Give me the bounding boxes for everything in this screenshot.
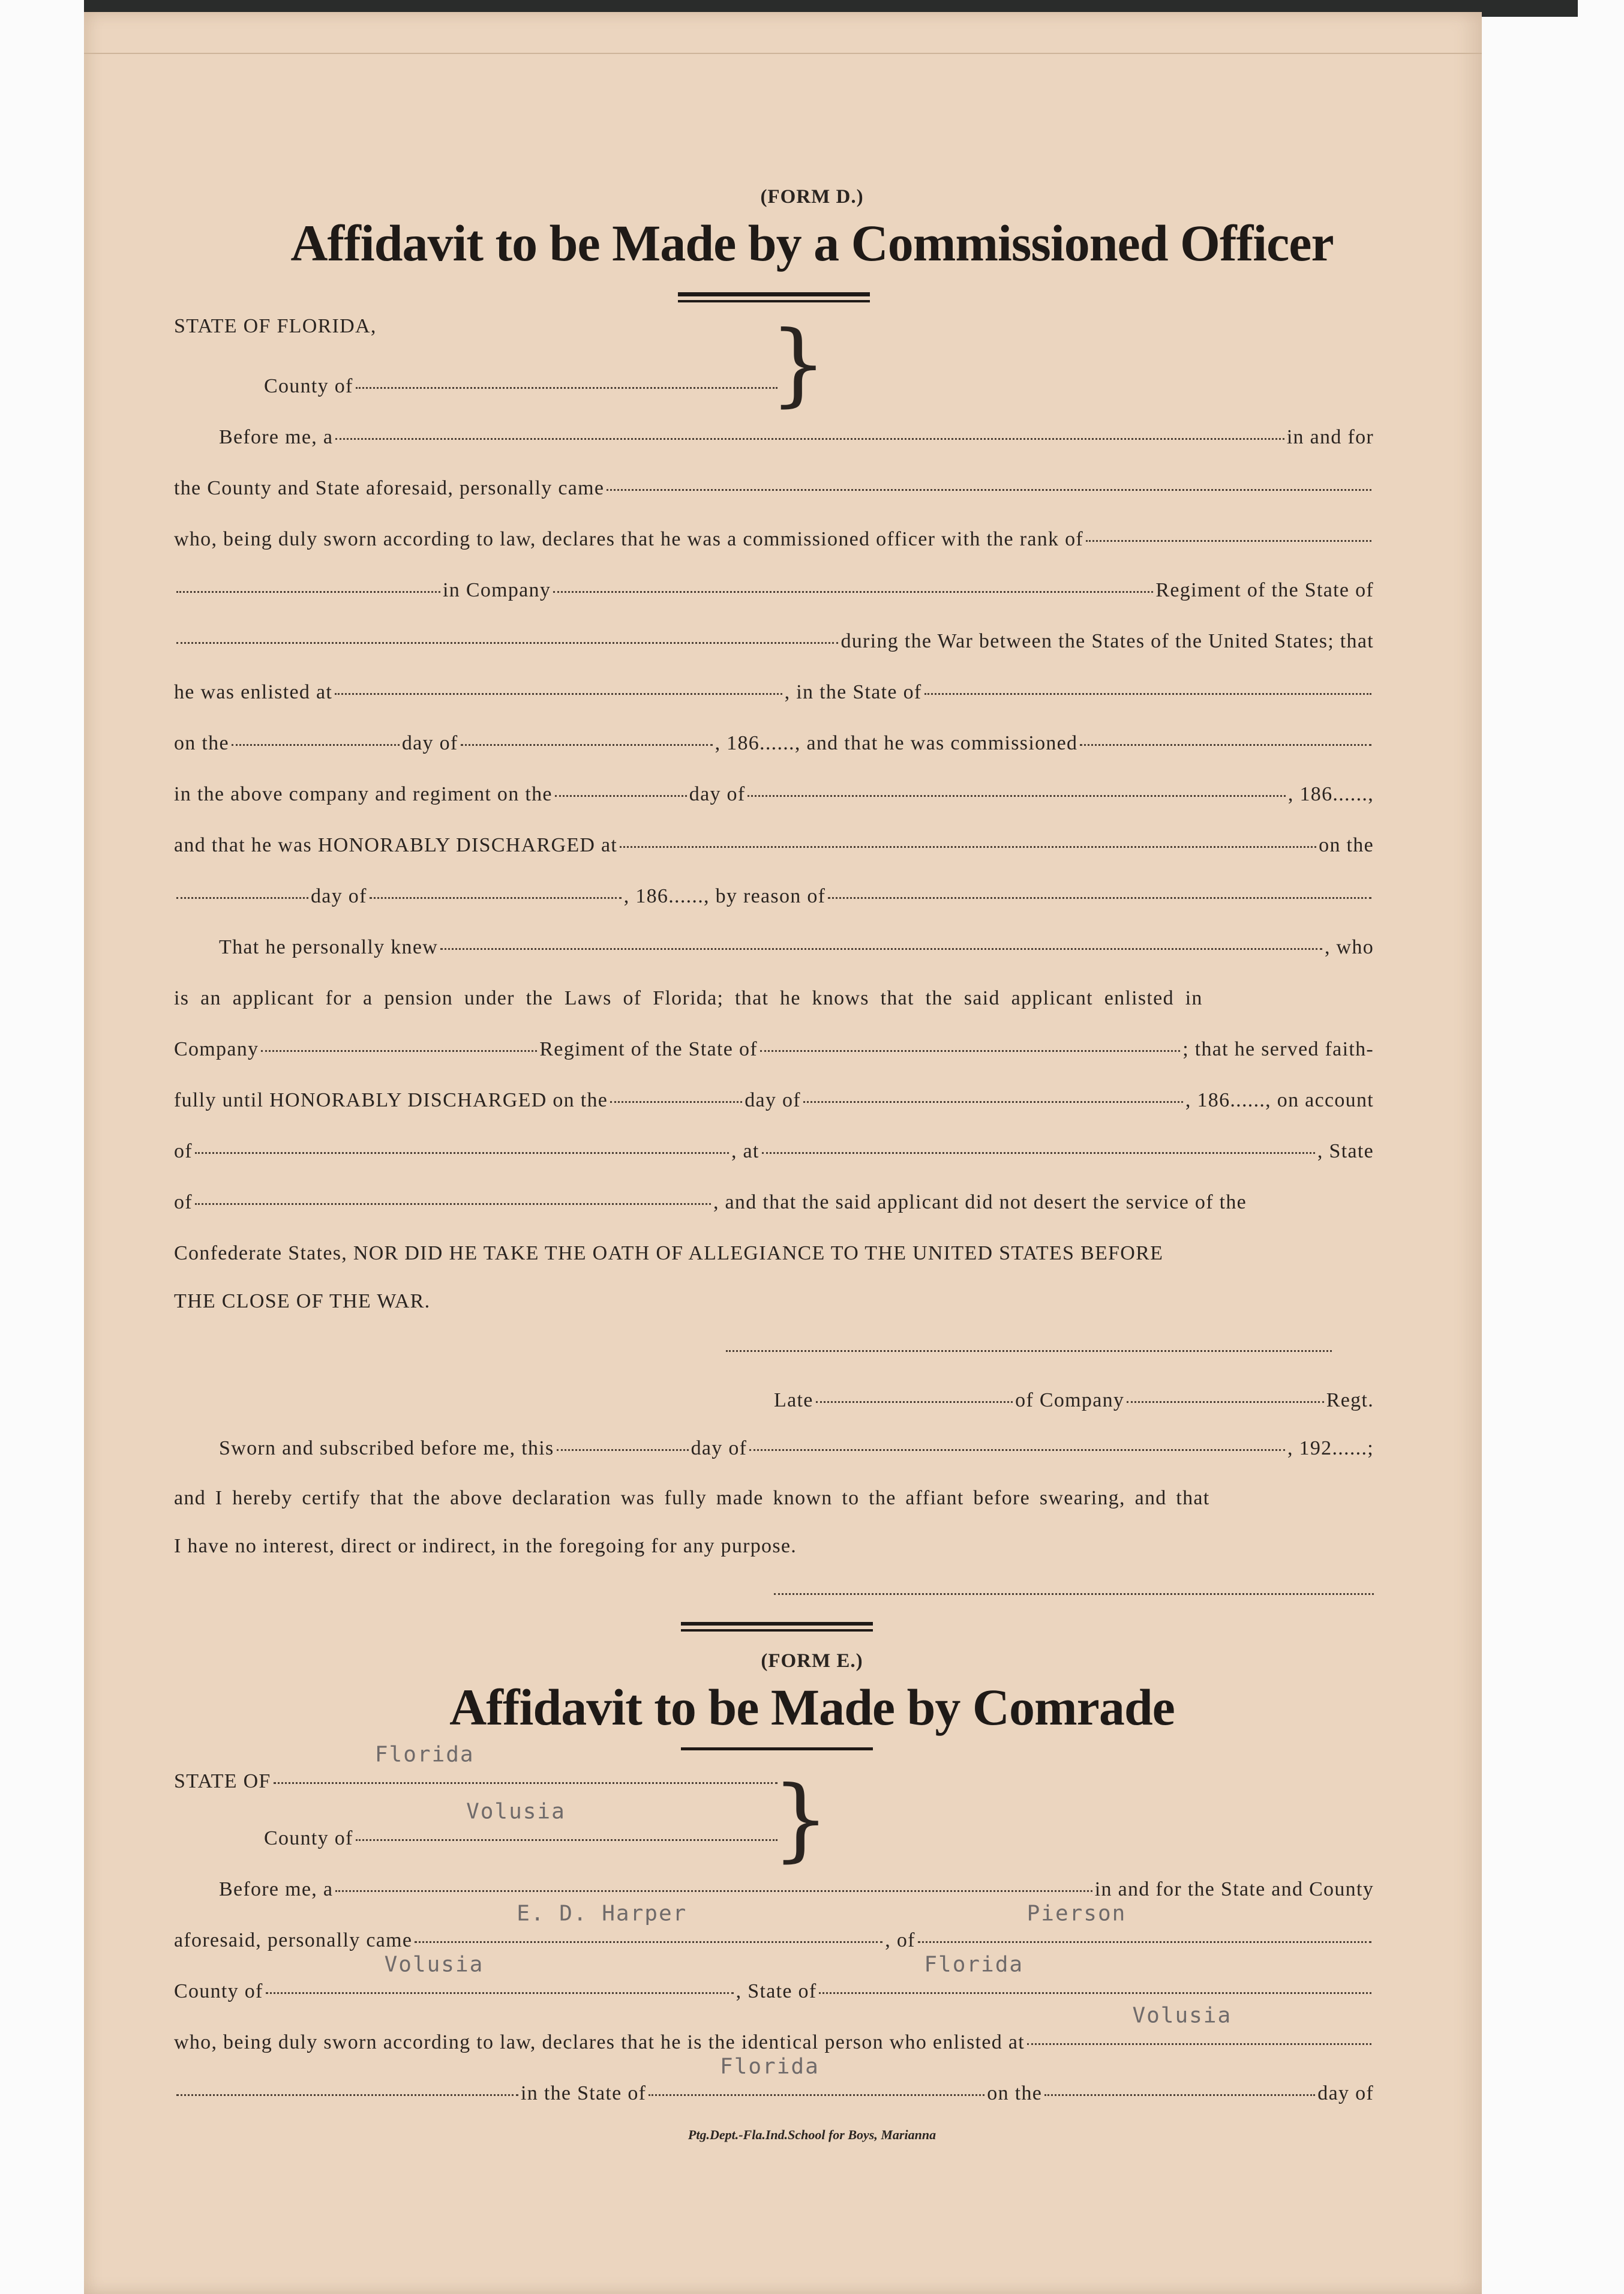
form-d-line-5 <box>174 630 1374 653</box>
text: Before me, a <box>219 426 334 448</box>
text: , at <box>731 1140 760 1162</box>
enlisted-fill: Volusia <box>1132 2003 1232 2028</box>
form-d-line-18 <box>174 1290 1374 1313</box>
text: who, being duly sworn according to law, declares that he was a commissioned officer with the rank of <box>174 528 1084 550</box>
blank <box>1086 540 1371 542</box>
text: Regt. <box>1326 1389 1374 1411</box>
title-rule-top <box>678 292 870 296</box>
signature-line <box>726 1350 1332 1352</box>
county-label: County of <box>264 375 353 397</box>
sworn-line <box>219 1437 1374 1460</box>
state-fill: Florida <box>374 1742 475 1767</box>
county-fill-2: Volusia <box>384 1952 484 1977</box>
blank <box>620 846 1316 848</box>
blank <box>760 1050 1180 1052</box>
text: , 186......, by reason of <box>623 885 826 907</box>
no-interest-line <box>174 1535 1374 1558</box>
state-fill-2: Florida <box>924 1952 1024 1977</box>
text: and that he was HONORABLY DISCHARGED at <box>174 834 618 856</box>
text: in Company <box>443 579 551 601</box>
form-d-line-17 <box>174 1242 1374 1265</box>
state-label: STATE OF FLORIDA, <box>174 315 377 337</box>
blank <box>335 438 1284 440</box>
blank <box>415 1901 882 1943</box>
text: on the <box>174 732 229 754</box>
blank <box>557 1449 689 1451</box>
blank <box>440 948 1322 950</box>
printer-footer: Ptg.Dept.-Fla.Ind.School for Boys, Marianna <box>688 2127 936 2142</box>
form-d-line-14 <box>174 1089 1374 1112</box>
brace: } <box>772 1767 830 1872</box>
text: Sworn and subscribed before me, this <box>219 1437 554 1459</box>
text: , State of <box>736 1980 817 2002</box>
text: That he personally knew <box>219 936 439 958</box>
blank <box>748 795 1285 797</box>
form-d-line-4 <box>174 579 1374 602</box>
blank <box>176 897 308 899</box>
blank <box>335 693 782 695</box>
text: who, being duly sworn according to law, declares that he is the identical person who enlisted at <box>174 2031 1025 2053</box>
form-d-line-10 <box>174 885 1374 908</box>
form-d-line-3 <box>174 528 1374 551</box>
text: Company <box>174 1038 259 1060</box>
blank <box>607 489 1371 491</box>
text: , 186......, <box>1287 783 1374 805</box>
text: fully until HONORABLY DISCHARGED on the <box>174 1089 608 1111</box>
text: in the above company and regiment on the <box>174 783 553 805</box>
title-rule-bottom <box>678 300 870 302</box>
county-fill: Volusia <box>466 1799 566 1824</box>
late-company-line <box>774 1389 1374 1412</box>
blank <box>1127 1401 1324 1403</box>
county-line <box>264 375 780 398</box>
form-e-line-1 <box>219 1878 1374 1901</box>
text: day of <box>689 783 746 805</box>
form-e-line-4 <box>174 2003 1374 2054</box>
form-e-title: Affidavit to be Made by Comrade <box>449 1678 1175 1736</box>
form-d-label: (FORM D.) <box>760 186 864 208</box>
text: , and that the said applicant did not desert the service of the <box>713 1191 1247 1213</box>
text: during the War between the States of the United States; that <box>840 630 1374 652</box>
certify-line <box>174 1487 1374 1510</box>
form-d-title: Affidavit to be Made by a Commissioned Officer <box>290 214 1334 272</box>
blank <box>461 744 713 746</box>
text: THE CLOSE OF THE WAR. <box>174 1290 431 1312</box>
text: Regiment of the State of <box>539 1038 758 1060</box>
blank <box>195 1152 729 1154</box>
came-fill: E. D. Harper <box>517 1901 688 1926</box>
blank <box>1044 2094 1315 2096</box>
form-e-label: (FORM E.) <box>761 1650 863 1672</box>
text: County of <box>264 1827 353 1849</box>
blank <box>610 1101 742 1103</box>
blank <box>918 1901 1371 1943</box>
blank <box>261 1050 537 1052</box>
form-d-line-7 <box>174 732 1374 755</box>
form-d-line-16 <box>174 1191 1374 1214</box>
text: of Company <box>1015 1389 1125 1411</box>
blank <box>370 897 622 899</box>
text: aforesaid, personally came <box>174 1929 413 1951</box>
blank <box>649 2054 984 2096</box>
blank <box>195 1203 711 1205</box>
blank <box>1080 744 1371 746</box>
in-state-fill: Florida <box>720 2054 819 2079</box>
form-d-line-8 <box>174 783 1374 806</box>
text: he was enlisted at <box>174 681 333 703</box>
text: on the <box>987 2082 1043 2104</box>
text: is an applicant for a pension under the Laws of Florida; that he knows that the said applicant enlisted in <box>174 987 1203 1009</box>
form-e-rule-bottom <box>681 1629 873 1632</box>
text: of <box>174 1140 193 1162</box>
text: County of <box>174 1980 263 2002</box>
form-d-line-9 <box>174 834 1374 857</box>
blank <box>553 591 1153 593</box>
form-e-line-2 <box>174 1901 1374 1952</box>
text: in and for <box>1286 426 1374 448</box>
fold-line <box>84 53 1482 54</box>
form-d-line-2 <box>174 477 1374 500</box>
form-e-line-5 <box>174 2054 1374 2105</box>
blank <box>816 1401 1013 1403</box>
text: , in the State of <box>784 681 922 703</box>
officer-signature-line <box>774 1593 1374 1595</box>
text: day of <box>1317 2082 1374 2104</box>
text: day of <box>401 732 458 754</box>
blank <box>1027 2003 1371 2045</box>
text: , 186......, <box>715 732 801 754</box>
blank <box>803 1101 1183 1103</box>
blank <box>176 642 838 644</box>
form-e-state-line <box>174 1742 780 1793</box>
text: day of <box>311 885 367 907</box>
text: , of <box>885 1929 915 1951</box>
form-e-title-rule <box>681 1747 873 1750</box>
form-d-line-15 <box>174 1140 1374 1163</box>
text: STATE OF <box>174 1770 271 1792</box>
text: , State <box>1317 1140 1374 1162</box>
text: I have no interest, direct or indirect, in the foregoing for any purpose. <box>174 1535 797 1557</box>
text: ; that he served faith- <box>1182 1038 1374 1060</box>
county-blank <box>356 1799 778 1841</box>
form-e-county-line <box>264 1799 780 1850</box>
text: and that he was commissioned <box>806 732 1078 754</box>
text: Regiment of the State of <box>1155 579 1374 601</box>
blank <box>762 1152 1315 1154</box>
text: on the <box>1319 834 1374 856</box>
text: Confederate States, NOR DID HE TAKE THE OATH OF ALLEGIANCE TO THE UNITED STATES BEFORE <box>174 1242 1164 1264</box>
text: , 192......; <box>1287 1437 1374 1459</box>
state-blank <box>274 1742 778 1784</box>
text: and I hereby certify that the above declaration was fully made known to the affiant before swearing, and that <box>174 1487 1210 1509</box>
text: the County and State aforesaid, personally came <box>174 477 605 499</box>
text: , who <box>1324 936 1374 958</box>
text: day of <box>691 1437 748 1459</box>
blank <box>232 744 400 746</box>
blank <box>176 2094 518 2096</box>
county-blank <box>356 387 778 389</box>
blank <box>335 1890 1092 1892</box>
form-e-rule-top <box>681 1622 873 1626</box>
blank <box>555 795 687 797</box>
blank <box>924 693 1371 695</box>
form-d-line-1 <box>219 426 1374 449</box>
text: , 186......, on account <box>1185 1089 1374 1111</box>
state-line <box>174 315 594 338</box>
blank <box>749 1449 1285 1451</box>
text: in and for the State and County <box>1094 1878 1374 1900</box>
text: Before me, a <box>219 1878 334 1900</box>
of-fill: Pierson <box>1026 1901 1127 1926</box>
form-d-line-12 <box>174 987 1374 1010</box>
text: Late <box>774 1389 813 1411</box>
brace: } <box>770 312 827 416</box>
form-d-line-6 <box>174 681 1374 704</box>
blank <box>828 897 1371 899</box>
form-d-line-13 <box>174 1038 1374 1061</box>
form-e-line-3 <box>174 1952 1374 2003</box>
text: day of <box>745 1089 801 1111</box>
form-d-line-11 <box>219 936 1374 959</box>
blank <box>176 591 440 593</box>
text: in the State of <box>521 2082 647 2104</box>
blank <box>266 1952 734 1994</box>
blank <box>819 1952 1371 1994</box>
text: of <box>174 1191 193 1213</box>
